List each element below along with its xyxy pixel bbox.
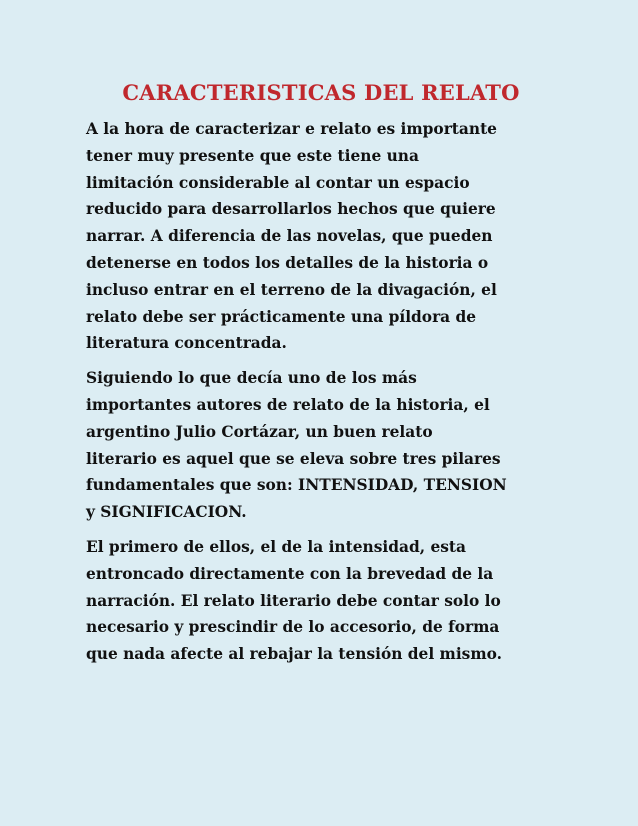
paragraph-line: literatura concentrada. (86, 334, 287, 353)
paragraph-2 (86, 365, 556, 526)
paragraph-line: argentino Julio Cortázar, un buen relato (86, 422, 433, 441)
paragraph-1 (86, 116, 556, 357)
paragraph-line: importantes autores de relato de la historia, el (86, 395, 490, 414)
paragraph-line: El primero de ellos, el de la intensidad, esta (86, 537, 466, 556)
paragraph-line: que nada afecte al rebajar la tensión del mismo. (86, 645, 502, 664)
paragraph-line: A la hora de caracterizar e relato es importante (86, 120, 497, 138)
paragraph-line: Siguiendo lo que decía uno de los más (86, 369, 417, 388)
paragraph-line: y SIGNIFICACION. (86, 503, 247, 522)
paragraph-line: tener muy presente que este tiene una (86, 146, 419, 165)
paragraph-line: limitación considerable al contar un espacio (86, 173, 470, 192)
paragraph-line: literario es aquel que se eleva sobre tres pilares (86, 449, 501, 468)
paragraph-line: fundamentales que son: INTENSIDAD, TENSION (86, 476, 507, 495)
paragraph-line: relato debe ser prácticamente una píldora de (86, 307, 477, 326)
paragraph-line: entroncado directamente con la brevedad de la (86, 564, 494, 583)
paragraph-3 (86, 534, 556, 668)
document-title: CARACTERISTICAS DEL RELATO (122, 80, 520, 105)
paragraph-line: detenerse en todos los detalles de la historia o (86, 253, 489, 272)
document-page (86, 76, 556, 676)
paragraph-line: incluso entrar en el terreno de la divagación, el (86, 280, 497, 299)
paragraph-line: narración. El relato literario debe contar solo lo (86, 591, 501, 610)
paragraph-line: necesario y prescindir de lo accesorio, de forma (86, 618, 500, 637)
paragraph-line: reducido para desarrollarlos hechos que quiere (86, 200, 496, 219)
paragraph-line: narrar. A diferencia de las novelas, que pueden (86, 227, 493, 246)
